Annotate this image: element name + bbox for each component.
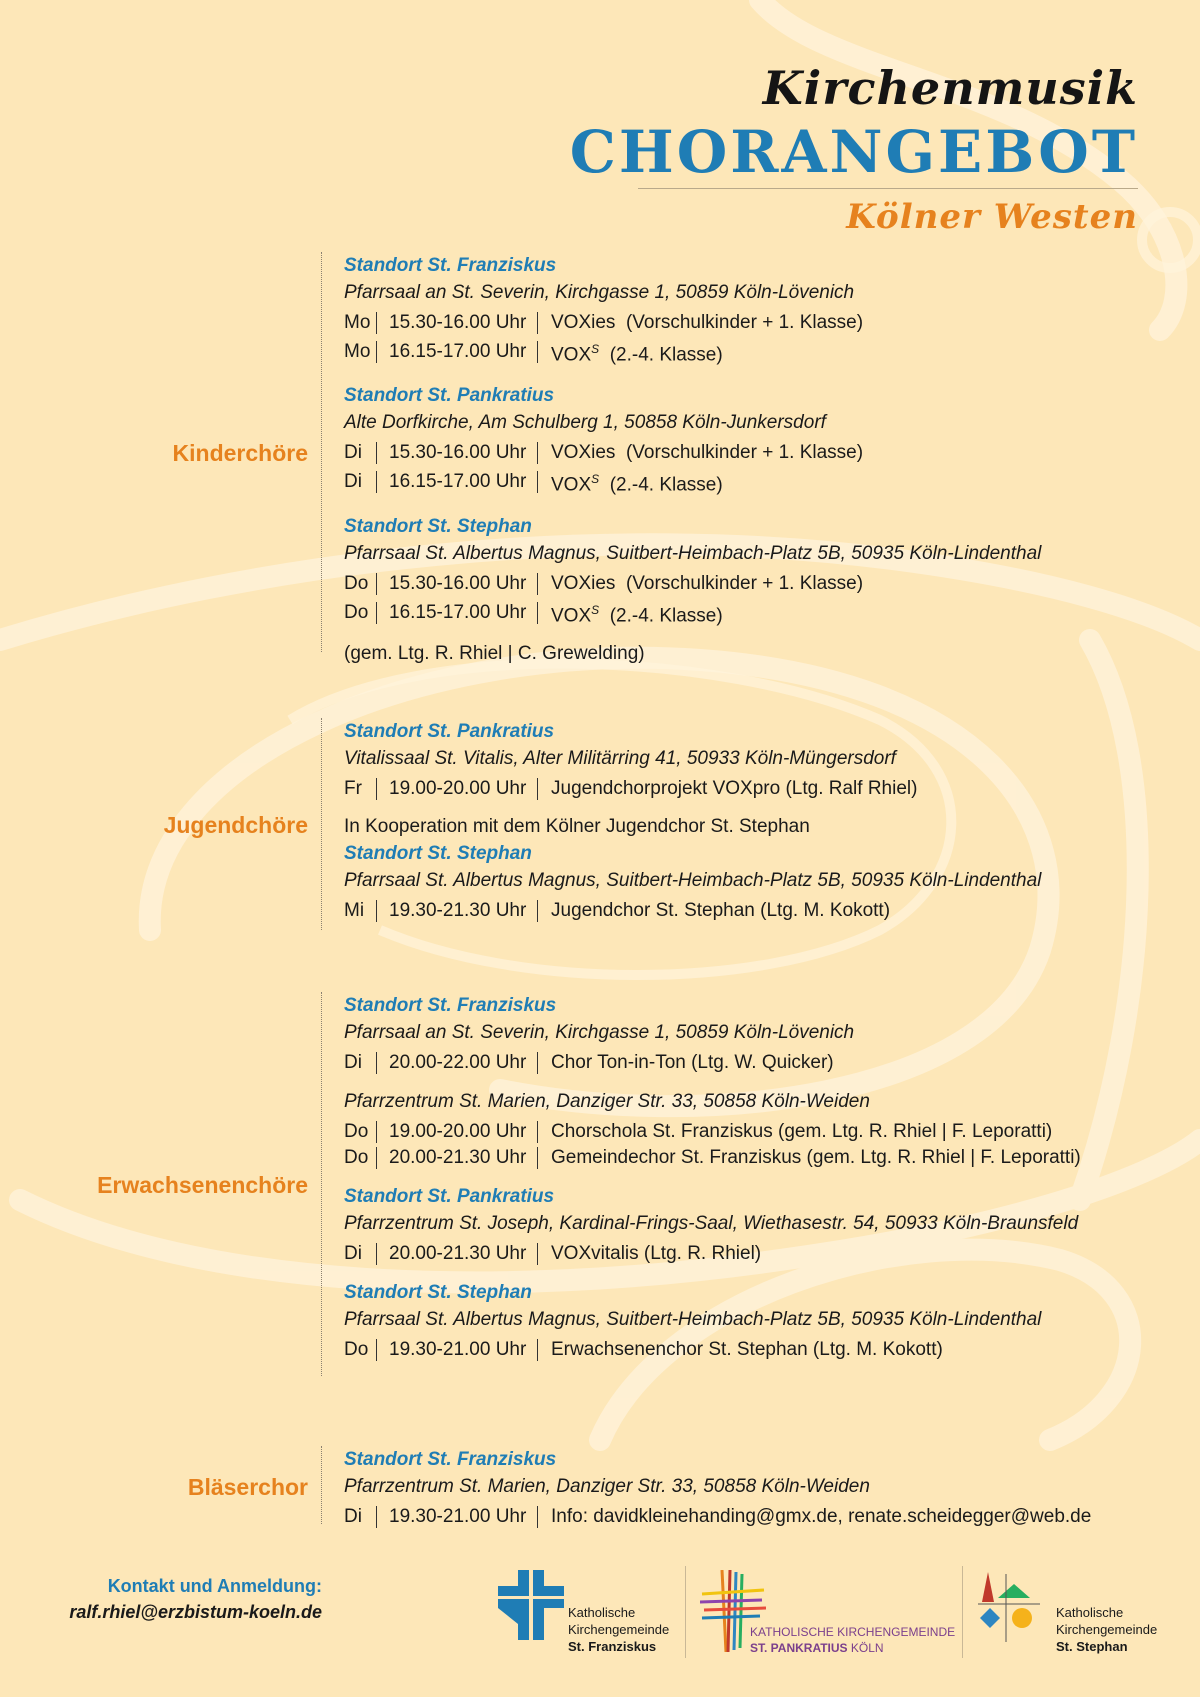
- location-address: Alte Dorfkirche, Am Schulberg 1, 50858 Köln-Junkersdorf: [344, 412, 826, 434]
- schedule-rows: [344, 310, 1184, 368]
- section-content: [344, 718, 1184, 924]
- schedule-row: [344, 898, 1184, 924]
- schedule-rows: [344, 1119, 1184, 1171]
- schedule-rows: [344, 776, 1184, 802]
- section-blaeserchor: [0, 1446, 1200, 1527]
- schedule-time: 15.30-16.00 Uhr: [389, 572, 527, 594]
- stephan-logo-icon: [978, 1572, 1040, 1642]
- schedule-row: [344, 597, 1184, 629]
- location-site: Standort St. Pankratius: [344, 721, 555, 742]
- page-headline: CHORANGEBOT: [569, 118, 1138, 186]
- location-address: Pfarrzentrum St. Joseph, Kardinal-Frings-Saal, Wiethasestr. 54, 50933 Köln-Braunsfeld: [344, 1213, 1079, 1234]
- section-content: [344, 1446, 1184, 1530]
- location-address: Pfarrsaal an St. Severin, Kirchgasse 1, 50859 Köln-Lövenich: [344, 282, 855, 303]
- schedule-row: [344, 1119, 1184, 1145]
- schedule-desc: Erwachsenenchor St. Stephan (Ltg. M. Kokott): [551, 1339, 943, 1360]
- schedule-row: [344, 310, 1184, 336]
- franziskus-logo-icon: [498, 1570, 564, 1640]
- schedule-row: [344, 466, 1184, 498]
- schedule-time: 19.30-21.30 Uhr: [389, 900, 527, 921]
- schedule-time: 19.00-20.00 Uhr: [389, 778, 527, 799]
- section-erwachsenenchoere: [0, 992, 1200, 1376]
- logo-franziskus: [498, 1568, 678, 1664]
- location-site: Standort St. Pankratius: [344, 1186, 555, 1207]
- schedule-time: 19.30-21.00 Uhr: [389, 1339, 527, 1360]
- schedule-desc: Gemeindechor St. Franziskus (gem. Ltg. R. Rhiel | F. Leporatti): [551, 1147, 1081, 1168]
- schedule-day: Do: [344, 1147, 369, 1168]
- location-address: Pfarrsaal St. Albertus Magnus, Suitbert-Heimbach-Platz 5B, 50935 Köln-Lindenthal: [344, 870, 1042, 891]
- section-divider: [321, 1446, 322, 1524]
- schedule-day: Di: [344, 1243, 362, 1264]
- schedule-rows: [344, 1337, 1184, 1363]
- page-title: Kirchenmusik: [762, 61, 1138, 115]
- schedule-rows: [344, 571, 1184, 629]
- logo-divider: [962, 1566, 963, 1658]
- schedule-desc: Chor Ton-in-Ton (Ltg. W. Quicker): [551, 1052, 834, 1073]
- location-site: Standort St. Franziskus: [344, 995, 557, 1016]
- location-address: Pfarrzentrum St. Marien, Danziger Str. 33, 50858 Köln-Weiden: [344, 1476, 870, 1497]
- schedule-time: 16.15-17.00 Uhr: [389, 601, 527, 623]
- schedule-time: 16.15-17.00 Uhr: [389, 471, 527, 493]
- schedule-desc: $VOX^S$ (2.-4. Klasse): [551, 602, 723, 626]
- logo-text: Katholische Kirchengemeinde St. Stephan: [1056, 1605, 1158, 1654]
- section-divider: [321, 718, 322, 930]
- schedule-rows: [344, 1504, 1184, 1530]
- schedule-desc: Chorschola St. Franziskus (gem. Ltg. R. Rhiel | F. Leporatti): [551, 1121, 1053, 1142]
- schedule-desc: VOXies (Vorschulkinder + 1. Klasse): [551, 572, 864, 594]
- schedule-time: 15.30-16.00 Uhr: [389, 442, 527, 464]
- schedule-day: Di: [344, 1052, 362, 1073]
- page-header: [570, 58, 1138, 239]
- location-address: Pfarrsaal an St. Severin, Kirchgasse 1, 50859 Köln-Lövenich: [344, 1022, 855, 1043]
- section-kinderchoere: [0, 252, 1200, 664]
- schedule-time: 19.30-21.00 Uhr: [389, 1506, 527, 1527]
- section-content: [344, 252, 1184, 667]
- schedule-desc: Info: davidkleinehanding@gmx.de, renate.scheidegger@web.de: [551, 1506, 1092, 1527]
- schedule-day: Fr: [344, 778, 362, 799]
- schedule-day: Mo: [344, 312, 371, 333]
- section-jugendchoere: [0, 718, 1200, 930]
- section-label: Bläserchor: [187, 1474, 308, 1500]
- schedule-time: 16.15-17.00 Uhr: [389, 341, 527, 363]
- schedule-desc: Jugendchor St. Stephan (Ltg. M. Kokott): [551, 900, 891, 921]
- location-address: Pfarrsaal St. Albertus Magnus, Suitbert-Heimbach-Platz 5B, 50935 Köln-Lindenthal: [344, 542, 1042, 564]
- logo-text: KATHOLISCHE KIRCHENGEMEINDE ST. PANKRATIUS KÖLN: [750, 1625, 956, 1655]
- schedule-time: 15.30-16.00 Uhr: [389, 312, 527, 333]
- schedule-desc: VOXies (Vorschulkinder + 1. Klasse): [551, 312, 864, 333]
- location-site: Standort St. Franziskus: [344, 255, 557, 276]
- schedule-rows: [344, 1050, 1184, 1076]
- schedule-rows: [344, 440, 1184, 498]
- schedule-desc: VOXies (Vorschulkinder + 1. Klasse): [551, 442, 864, 464]
- schedule-row: [344, 1145, 1184, 1171]
- schedule-day: Mo: [344, 341, 371, 363]
- schedule-time: 19.00-20.00 Uhr: [389, 1121, 527, 1142]
- logo-text: Katholische Kirchengemeinde St. Franziskus: [568, 1605, 670, 1654]
- section-content: [344, 992, 1184, 1363]
- location-site: Standort St. Stephan: [344, 1282, 532, 1303]
- schedule-desc: Jugendchorprojekt VOXpro (Ltg. Ralf Rhiel): [551, 778, 918, 799]
- contact-label: Kontakt und Anmeldung:: [107, 1576, 322, 1596]
- logo-divider: [685, 1566, 686, 1658]
- section-label: Erwachsenenchöre: [97, 1172, 308, 1198]
- schedule-desc: VOXvitalis (Ltg. R. Rhiel): [551, 1243, 762, 1264]
- schedule-rows: [344, 898, 1184, 924]
- location-site: Standort St. Stephan: [344, 843, 532, 864]
- header-divider: [638, 188, 1138, 189]
- location-site: Standort St. Franziskus: [344, 1449, 557, 1470]
- location-site: Standort St. Stephan: [344, 515, 532, 537]
- schedule-day: Do: [344, 1339, 369, 1360]
- schedule-row: [344, 1050, 1184, 1076]
- schedule-day: Di: [344, 1506, 362, 1527]
- schedule-row: [344, 1241, 1184, 1267]
- page-subtitle: Kölner Westen: [846, 197, 1138, 237]
- schedule-time: 20.00-22.00 Uhr: [389, 1052, 527, 1073]
- location-site: Standort St. Pankratius: [344, 385, 555, 407]
- section-label: Kinderchöre: [172, 440, 308, 466]
- schedule-row: [344, 336, 1184, 368]
- schedule-desc: $VOX^S$ (2.-4. Klasse): [551, 472, 723, 496]
- schedule-row: [344, 571, 1184, 597]
- section-label: Jugendchöre: [163, 812, 308, 838]
- schedule-time: 20.00-21.30 Uhr: [389, 1243, 527, 1264]
- location-address: Pfarrsaal St. Albertus Magnus, Suitbert-Heimbach-Platz 5B, 50935 Köln-Lindenthal: [344, 1309, 1042, 1330]
- schedule-row: [344, 1504, 1184, 1530]
- schedule-day: Do: [344, 601, 369, 623]
- contact-block: [60, 1573, 322, 1625]
- section-divider: [321, 252, 322, 652]
- logo-pankratius: [700, 1568, 960, 1664]
- schedule-row: [344, 440, 1184, 466]
- schedule-day: Di: [344, 471, 362, 493]
- schedule-day: Mi: [344, 900, 365, 921]
- contact-email[interactable]: ralf.rhiel@erzbistum-koeln.de: [69, 1602, 322, 1622]
- schedule-row: [344, 776, 1184, 802]
- schedule-row: [344, 1337, 1184, 1363]
- cooperation-note: In Kooperation mit dem Kölner Jugendchor St. Stephan: [344, 816, 810, 837]
- schedule-day: Di: [344, 442, 362, 464]
- schedule-rows: [344, 1241, 1184, 1267]
- schedule-day: Do: [344, 572, 369, 594]
- schedule-desc: $VOX^S$ (2.-4. Klasse): [551, 342, 723, 366]
- logo-stephan: [978, 1568, 1178, 1664]
- section-divider: [321, 992, 322, 1376]
- location-address: Pfarrzentrum St. Marien, Danziger Str. 33, 50858 Köln-Weiden: [344, 1091, 870, 1112]
- section-note: (gem. Ltg. R. Rhiel | C. Grewelding): [344, 642, 645, 664]
- schedule-time: 20.00-21.30 Uhr: [389, 1147, 527, 1168]
- location-address: Vitalissaal St. Vitalis, Alter Militärring 41, 50933 Köln-Müngersdorf: [344, 748, 896, 769]
- schedule-day: Do: [344, 1121, 369, 1142]
